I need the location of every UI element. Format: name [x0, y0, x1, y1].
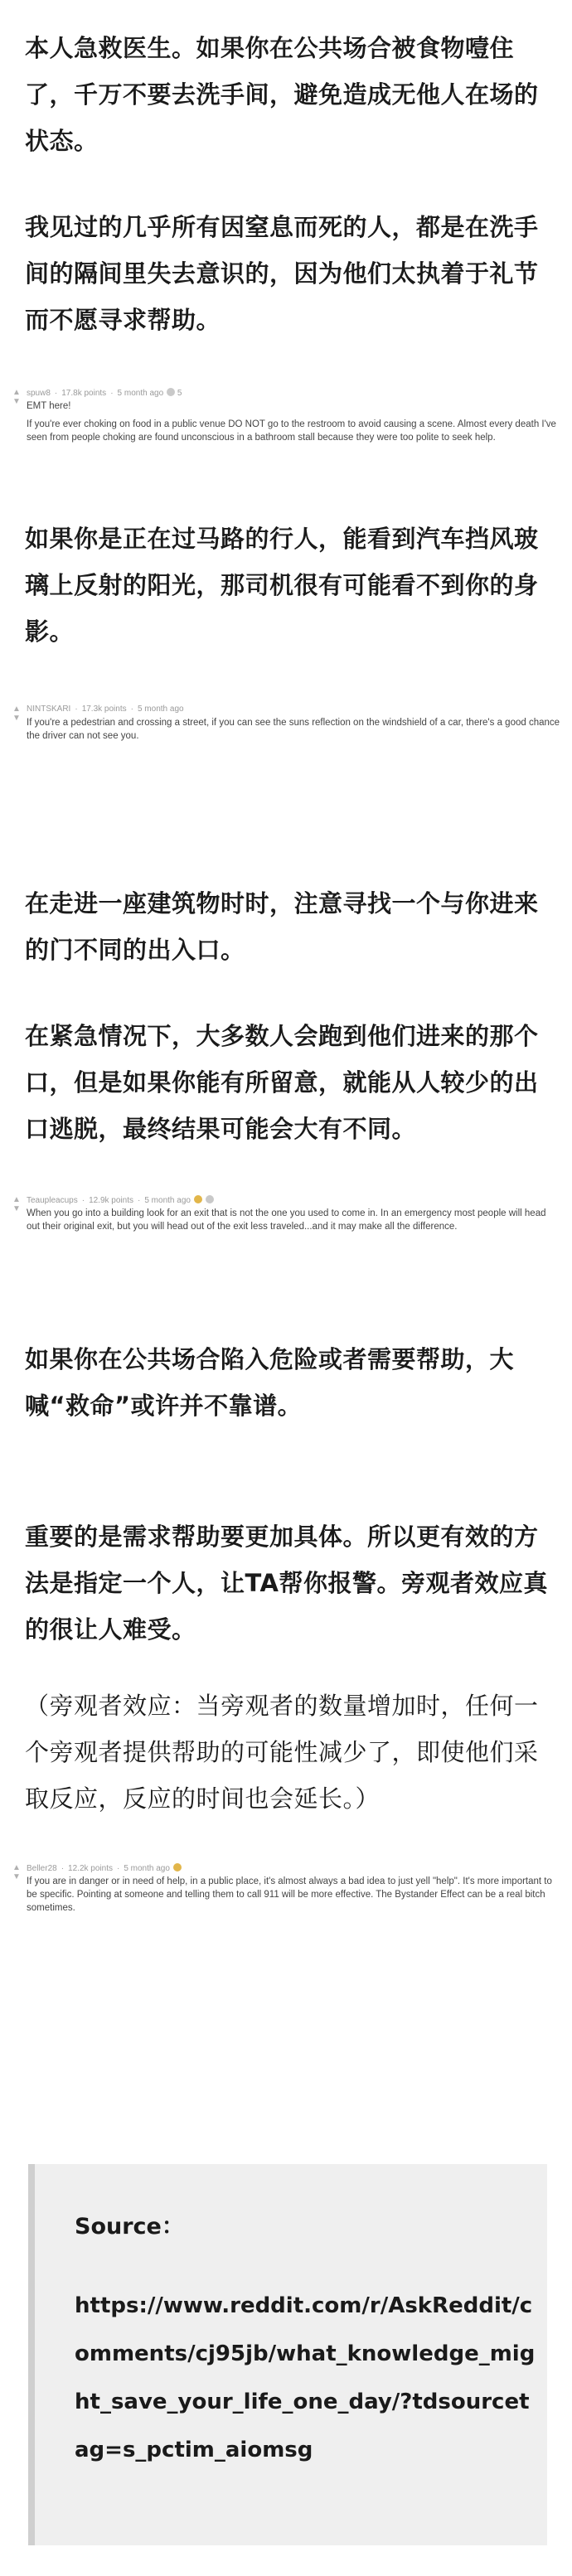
paragraph-bystander-effect: （旁观者效应：当旁观者的数量增加时，任何一个旁观者提供帮助的可能性减少了，即使他们采取反应，反应的时间也会延长。）: [25, 1692, 539, 1813]
comment-username[interactable]: spuw8: [27, 389, 51, 398]
comment-meta: spuw8 · 17.8k points · 5 month ago 5: [27, 389, 182, 398]
comment-age: 5 month ago: [137, 705, 184, 714]
comment-points: 12.2k points: [68, 1864, 113, 1873]
comment-age: 5 month ago: [117, 389, 164, 398]
comment-points: 17.8k points: [61, 389, 107, 398]
comment-body: [27, 399, 560, 449]
vote-arrows[interactable]: ▲ ▼: [12, 388, 21, 406]
reddit-comment-4: [12, 1863, 564, 1938]
reddit-comment-2: [12, 705, 564, 754]
comment-line: If you are in danger or in need of help, in a public place, it's almost always a bad idea to just yell "help". It's more important to be specific. Pointing at someone and telling them to call 911 will be more effective. The Bystander Effect can be a real bitch sometimes.: [27, 1876, 552, 1913]
comment-username[interactable]: Teaupleacups: [27, 1196, 78, 1205]
paragraph-emergency-exit: 在紧急情况下，大多数人会跑到他们进来的那个口，但是如果你能有所留意，就能从人较少的出口逃脱，最终结果可能会大有不同。: [25, 1022, 539, 1143]
source-link[interactable]: https://www.reddit.com/r/AskReddit/comments/cj95jb/what_knowledge_might_save_your_life_one_day/?tdsourcetag=s_pctim_aiomsg: [75, 2293, 536, 2462]
award-count: 5: [177, 389, 182, 398]
comment-username[interactable]: Beller28: [27, 1864, 57, 1873]
award-icon: [206, 1195, 214, 1203]
comment-line: EMT here!: [27, 401, 71, 411]
comment-points: 12.9k points: [89, 1196, 133, 1205]
vote-arrows[interactable]: ▲ ▼: [12, 1195, 21, 1213]
award-icon: [194, 1195, 202, 1203]
paragraph-yell-help: 如果你在公共场合陷入危险或者需要帮助，大喊“救命”或许并不靠谱。: [25, 1345, 515, 1420]
paragraph-emt-intro: 本人急救医生。如果你在公共场合被食物噎住了，千万不要去洗手间，避免造成无他人在场的状态。: [25, 34, 539, 155]
comment-line: If you're a pedestrian and crossing a street, if you can see the suns reflection on the windshield of a car, there's a good chance the driver can not see you.: [27, 718, 560, 741]
comment-age: 5 month ago: [144, 1196, 191, 1205]
vote-arrows[interactable]: ▲ ▼: [12, 705, 21, 723]
comment-body: [27, 1207, 560, 1238]
comment-points: 17.3k points: [81, 705, 127, 714]
comment-line: When you go into a building look for an exit that is not the one you used to come in. In an emergency most people will head out their original exit, but you will head out of the exit less traveled...and it may make all the difference.: [27, 1208, 546, 1232]
source-label: Source：: [75, 2214, 184, 2239]
reddit-comment-1: [12, 388, 564, 479]
award-icon: [173, 1863, 182, 1871]
comment-meta: Beller28 · 12.2k points · 5 month ago: [27, 1863, 182, 1873]
vote-arrows[interactable]: ▲ ▼: [12, 1863, 21, 1881]
source-box: [28, 2164, 547, 2545]
comment-meta: Teaupleacups · 12.9k points · 5 month ago: [27, 1195, 214, 1205]
comment-age: 5 month ago: [124, 1864, 170, 1873]
paragraph-building-exit: 在走进一座建筑物时时，注意寻找一个与你进来的门不同的出入口。: [25, 889, 539, 964]
comment-body: [27, 1875, 560, 1920]
comment-meta: NINTSKARI · 17.3k points · 5 month ago: [27, 705, 184, 714]
paragraph-be-specific: 重要的是需求帮助要更加具体。所以更有效的方法是指定一个人，让TA帮你报警。旁观者效应真的很让人难受。: [25, 1523, 548, 1644]
comment-body: [27, 716, 560, 748]
comment-line: If you're ever choking on food in a public venue DO NOT go to the restroom to avoid causing a scene. Almost every death I've seen from people choking are found unconscious in a bathroom stall because they were too polite to seek help.: [27, 419, 556, 443]
paragraph-choking-deaths: 我见过的几乎所有因窒息而死的人，都是在洗手间的隔间里失去意识的，因为他们太执着于礼节而不愿寻求帮助。: [25, 213, 539, 334]
reddit-comment-3: [12, 1195, 564, 1245]
comment-username[interactable]: NINTSKARI: [27, 705, 71, 714]
award-icon: [167, 388, 175, 396]
paragraph-pedestrian: 如果你是正在过马路的行人，能看到汽车挡风玻璃上反射的阳光，那司机很有可能看不到你的身影。: [25, 525, 539, 646]
